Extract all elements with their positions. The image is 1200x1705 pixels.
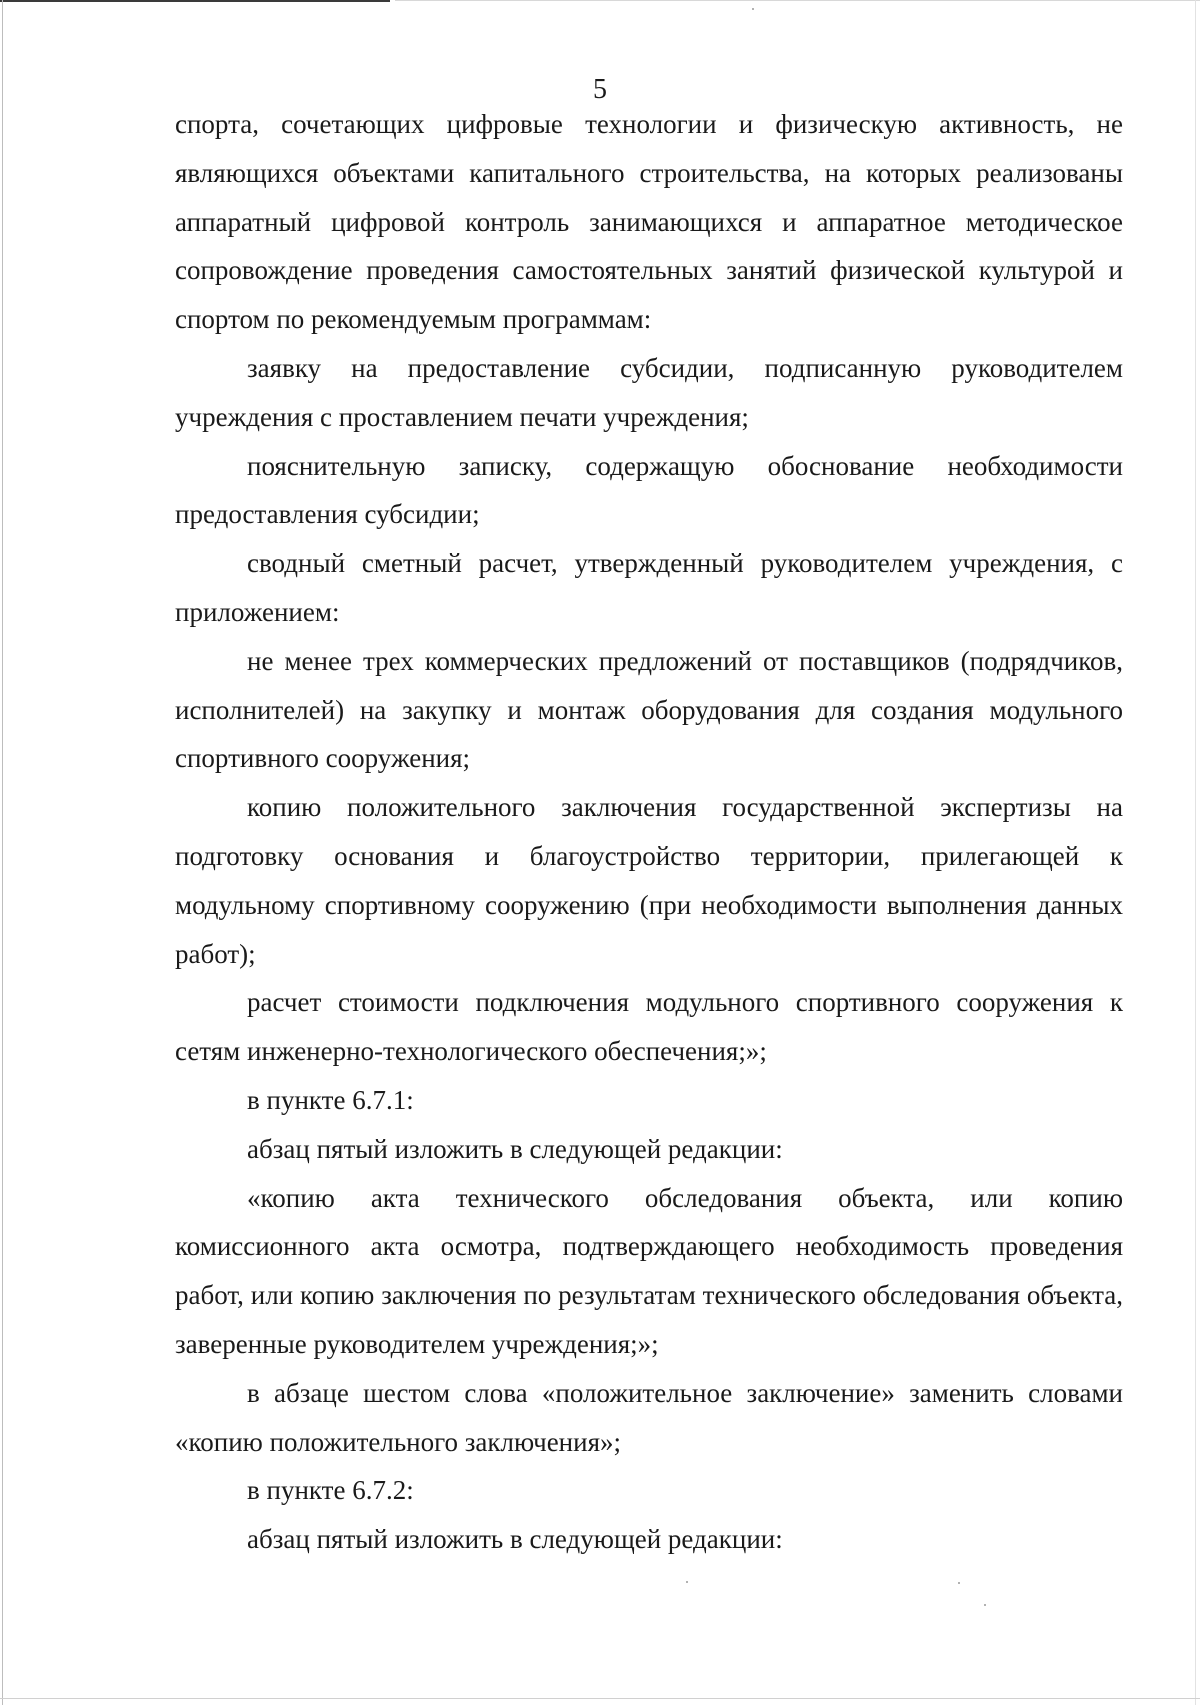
paragraph-explanatory-note: пояснительную записку, содержащую обоснование необходимости предоставления субсидии;	[175, 450, 1123, 530]
paragraph-clause-6-7-2: в пункте 6.7.2:	[247, 1475, 414, 1506]
page-body	[175, 100, 1123, 1564]
paragraph-sixth-abzats-replace: в абзаце шестом слова «положительное заключение» заменить словами «копию положительного заключения»;	[175, 1377, 1123, 1457]
paragraph-expertise-conclusion: копию положительного заключения государственной экспертизы на подготовку основания и благоустройство территории, прилегающей к модульному спортивному сооружению (при необходимости выполнения данных работ);	[175, 792, 1123, 969]
scan-edge-right	[1195, 0, 1196, 1705]
paragraph-continuation: спорта, сочетающих цифровые технологии и физическую активность, не являющихся объектами капитального строительства, на которых реализованы аппаратный цифровой контроль занимающихся и аппаратное методическое сопровождение проведения самостоятельных занятий физической культурой и спортом по рекомендуемым программам:	[175, 109, 1123, 335]
scan-speck	[958, 1582, 960, 1584]
scan-edge-left	[2, 0, 3, 1705]
page-number: 5	[593, 74, 607, 105]
paragraph-connection-cost: расчет стоимости подключения модульного спортивного сооружения к сетям инженерно-технологического обеспечения;»;	[175, 987, 1123, 1067]
scan-edge-top	[0, 0, 390, 2]
paragraph-application-request: заявку на предоставление субсидии, подписанную руководителем учреждения с проставлением печати учреждения;	[175, 352, 1123, 432]
scan-edge-top-faint	[395, 0, 1200, 1]
scan-edge-bottom	[0, 1698, 1200, 1699]
paragraph-fifth-abzats-2: абзац пятый изложить в следующей редакции:	[247, 1524, 783, 1555]
paragraph-cost-estimate: сводный сметный расчет, утвержденный руководителем учреждения, с приложением:	[175, 548, 1123, 627]
scan-speck	[686, 1581, 688, 1583]
paragraph-clause-6-7-1: в пункте 6.7.1:	[247, 1084, 414, 1115]
paragraph-fifth-abzats: абзац пятый изложить в следующей редакции:	[247, 1133, 783, 1164]
paragraph-inspection-act: «копию акта технического обследования объекта, или копию комиссионного акта осмотра, подтверждающего необходимость проведения работ, или копию заключения по результатам технического обследования объекта, заверенные руководителем учреждения;»;	[175, 1182, 1123, 1359]
scan-speck	[984, 1604, 986, 1606]
paragraph-commercial-offers: не менее трех коммерческих предложений от поставщиков (подрядчиков, исполнителей) на закупку и монтаж оборудования для создания модульного спортивного сооружения;	[175, 645, 1123, 774]
scan-speck	[752, 8, 754, 10]
